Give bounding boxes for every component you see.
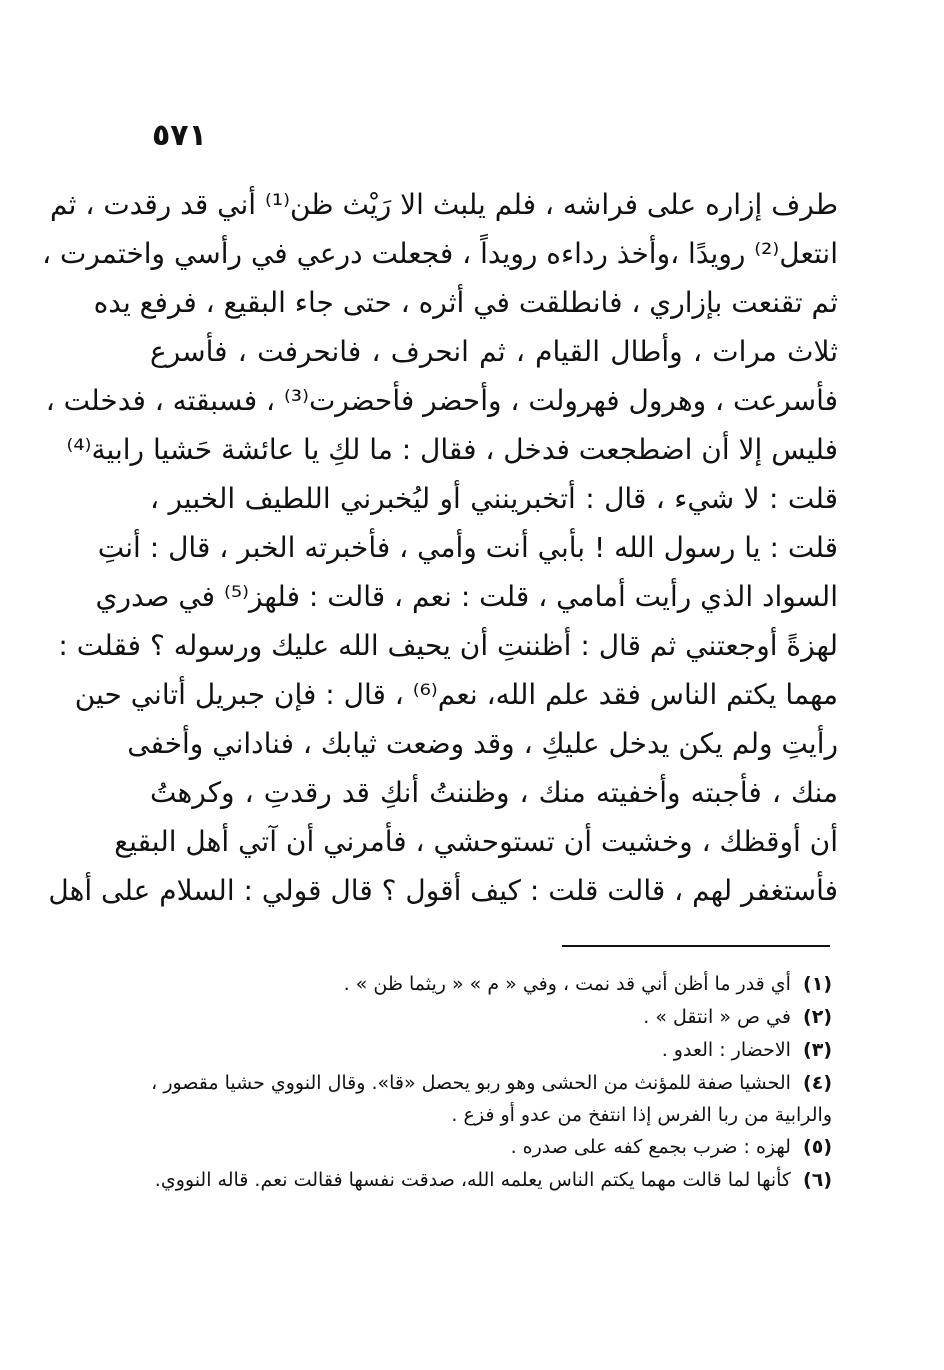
main-text <box>42 180 838 915</box>
text-line: مهما يكتم الناس فقد علم الله، نعم⁽⁶⁾ ، قال : فإن جبريل أتاني حين <box>74 678 838 711</box>
text-line: فأستغفر لهم ، قالت قلت : كيف أقول ؟ قال قولي : السلام على أهل <box>48 874 838 907</box>
footnotes <box>151 968 832 1197</box>
footnote-number: (٤) <box>803 1072 832 1094</box>
footnote-5 <box>160 1131 832 1164</box>
text-line: السواد الذي رأيت أمامي ، قلت : نعم ، قالت : فلهز⁽⁵⁾ في صدري <box>95 580 838 613</box>
text-line: قلت : لا شيء ، قال : أتخبرينني أو ليُخبرني اللطيف الخبير ، <box>150 482 838 515</box>
footnote-text: لهزه : ضرب بجمع كفه على صدره . <box>510 1136 791 1158</box>
footnote-number: (٥) <box>803 1136 832 1158</box>
text-line: ثلاث مرات ، وأطال القيام ، ثم انحرف ، فانحرفت ، فأسرع <box>150 335 838 368</box>
footnote-text: كأنها لما قالت مهما يكتم الناس يعلمه الله، صدقت نفسها فقالت نعم. قاله النووي. <box>154 1169 791 1191</box>
text-line: لهزةً أوجعتني ثم قال : أظننتِ أن يحيف الله عليك ورسوله ؟ فقلت : <box>58 629 838 662</box>
footnote-number: (١) <box>803 973 832 995</box>
text-line: منك ، فأجبته وأخفيته منك ، وظننتُ أنكِ قد رقدتِ ، وكرهتُ <box>150 776 838 809</box>
text-line: فليس إلا أن اضطجعت فدخل ، فقال : ما لكِ يا عائشة حَشيا رابية⁽⁴⁾ <box>66 433 838 466</box>
footnote-text: الاحضار : العدو . <box>661 1039 791 1061</box>
footnote-4-continuation: والرابية من ربا الفرس إذا انتفخ من عدو أو فزع . <box>451 1104 832 1126</box>
text-line: أن أوقظك ، وخشيت أن تستوحشي ، فأمرني أن آتي أهل البقيع <box>114 825 838 858</box>
footnote-4 <box>151 1067 832 1100</box>
footnote-3 <box>160 1034 832 1067</box>
text-line: طرف إزاره على فراشه ، فلم يلبث الا رَيْث ظن⁽¹⁾ أني قد رقدت ، ثم <box>50 188 838 221</box>
footnote-number: (٣) <box>803 1039 832 1061</box>
text-line: قلت : يا رسول الله ! بأبي أنت وأمي ، فأخبرته الخبر ، قال : أنتِ <box>97 531 838 564</box>
page-number: ٥٧١ <box>152 118 207 153</box>
footnote-text: أي قدر ما أظن أني قد نمت ، وفي « م » « ريثما ظن » . <box>343 973 791 995</box>
footnote-1 <box>160 968 832 1001</box>
footnote-2 <box>160 1001 832 1034</box>
text-line: ثم تقنعت بإزاري ، فانطلقت في أثره ، حتى جاء البقيع ، فرفع يده <box>93 286 838 319</box>
text-line: رأيتِ ولم يكن يدخل عليكِ ، وقد وضعت ثيابك ، فناداني وأخفى <box>127 727 838 760</box>
footnote-number: (٢) <box>803 1006 832 1028</box>
footnote-6 <box>154 1164 832 1197</box>
footnote-text: في ص « انتقل » . <box>643 1006 791 1028</box>
text-line: فأسرعت ، وهرول فهرولت ، وأحضر فأحضرت⁽³⁾ ، فسبقته ، فدخلت ، <box>45 384 838 417</box>
text-line: انتعل⁽²⁾ رويدًا ،وأخذ رداءه رويداً ، فجعلت درعي في رأسي واختمرت ، <box>42 237 838 270</box>
footnote-divider <box>562 945 830 947</box>
footnote-text: الحشيا صفة للمؤنث من الحشى وهو ربو يحصل «قا». وقال النووي حشيا مقصور ، <box>151 1072 791 1094</box>
footnote-number: (٦) <box>803 1169 832 1191</box>
